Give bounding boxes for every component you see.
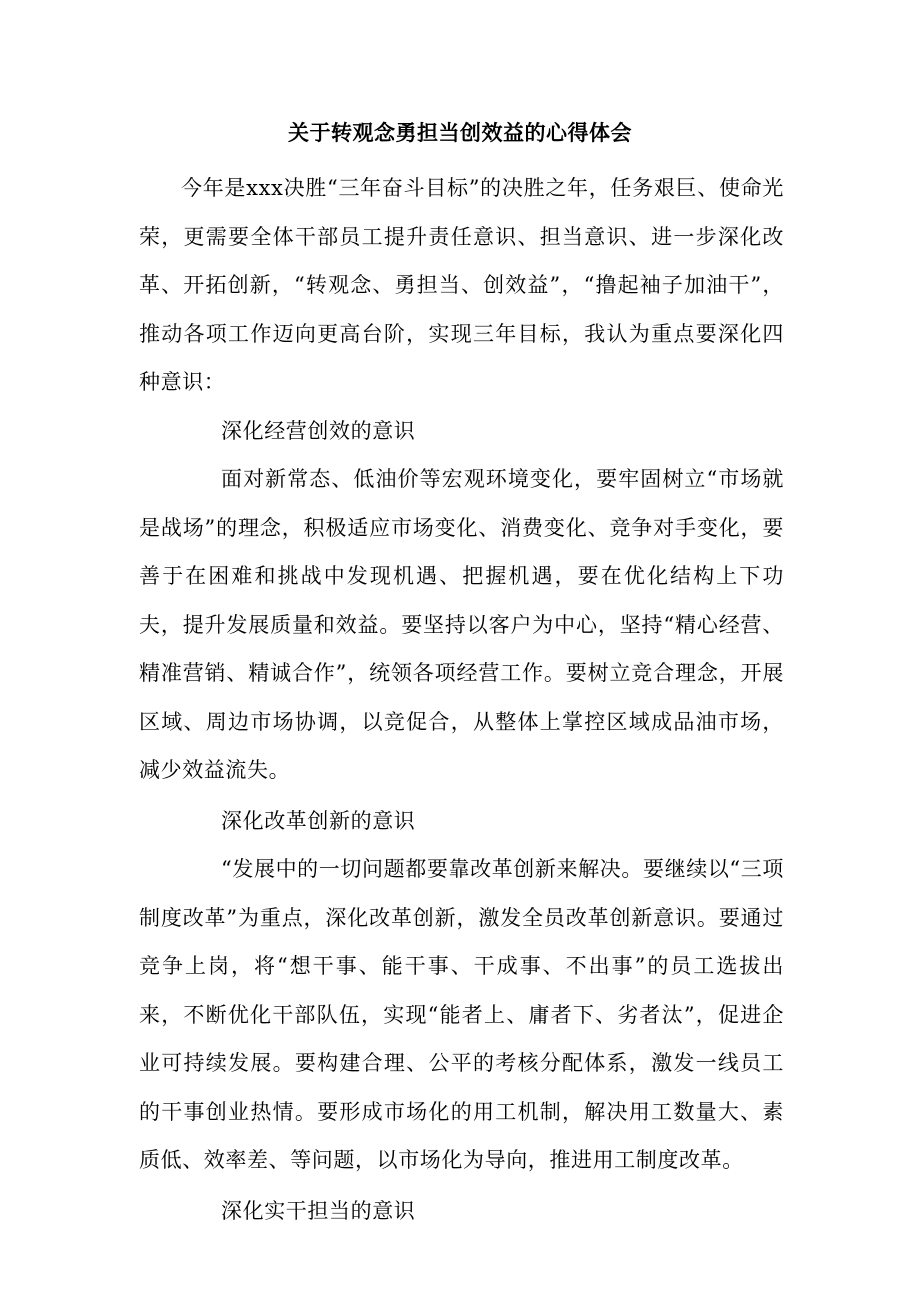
document-title: 关于转观念勇担当创效益的心得体会 (288, 120, 632, 145)
section-body-reform-innovation: “发展中的一切问题都要靠改革创新来解决。要继续以“三项制度改革”为重点，深化改革创新，激发全员改革创新意识。要通过竞争上岗，将“想干事、能干事、干成事、不出事”的员工选拔出来，不断优化干部队伍，实现“能者上、庸者下、劣者汰”，促进企业可持续发展。要构建合理、公平的考核分配体系，激发一线员工的干事创业热情。要形成市场化的用工机制，解决用工数量大、素质低、效率差、等问题，以市场化为导向，推进用工制度改革。 (139, 857, 784, 1172)
section-heading-practical-responsibility: 深化实干担当的意识 (221, 1198, 416, 1223)
intro-paragraph: 今年是xxx决胜“三年奋斗目标”的决胜之年，任务艰巨、使命光荣，更需要全体干部员工提升责任意识、担当意识、进一步深化改革、开拓创新，“转观念、勇担当、创效益”，“撸起袖子加油干”，推动各项工作迈向更高台阶，实现三年目标，我认为重点要深化四种意识： (139, 176, 784, 394)
section-heading-reform-innovation: 深化改革创新的意识 (221, 808, 416, 833)
section-body-business-efficiency: 面对新常态、低油价等宏观环境变化，要牢固树立“市场就是战场”的理念，积极适应市场变化、消费变化、竞争对手变化，要善于在困难和挑战中发现机遇、把握机遇，要在优化结构上下功夫，提升发展质量和效益。要坚持以客户为中心，坚持“精心经营、精准营销、精诚合作”，统领各项经营工作。要树立竞合理念，开展区域、周边市场协调，以竞促合，从整体上掌控区域成品油市场，减少效益流失。 (139, 467, 784, 782)
document-body (139, 164, 784, 1235)
section-heading-business-efficiency: 深化经营创效的意识 (221, 418, 416, 443)
